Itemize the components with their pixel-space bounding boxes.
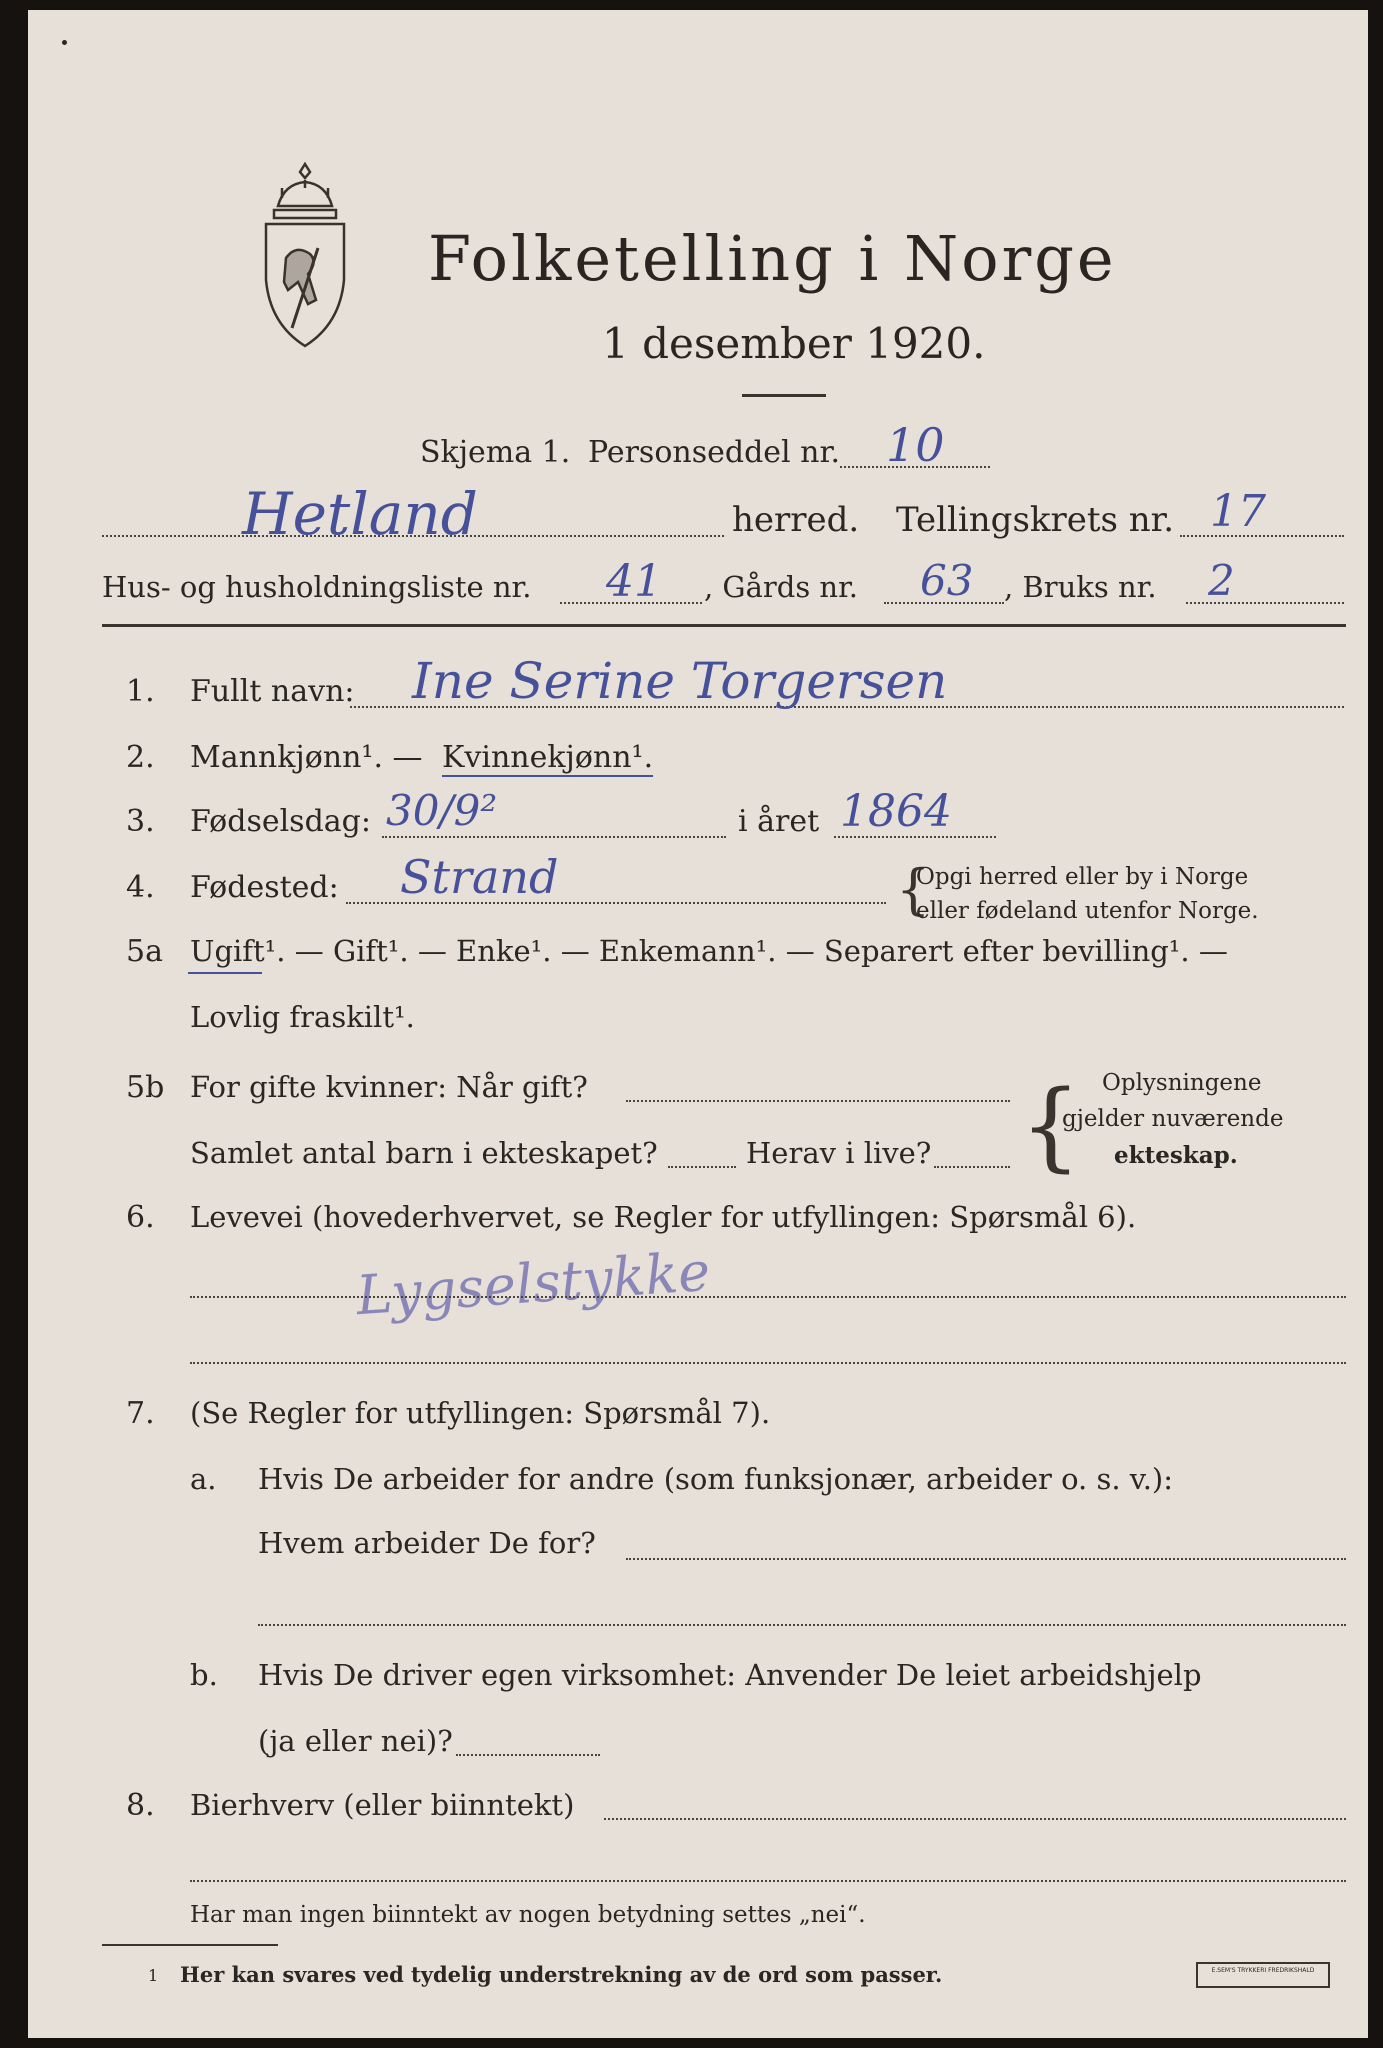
employer-line-2[interactable] (258, 1624, 1346, 1626)
bruks-label: , Bruks nr. (1004, 570, 1157, 604)
q7b-letter: b. (190, 1658, 218, 1692)
q7b-line-2: (ja eller nei)? (258, 1724, 453, 1758)
q5b-line-1: For gifte kvinner: Når gift? (190, 1070, 588, 1104)
gender-male-option[interactable]: Mannkjønn¹. — (190, 740, 423, 775)
q5b-note-1: Oplysningene (1102, 1070, 1262, 1096)
side-income-field[interactable] (604, 1818, 1346, 1820)
herred-label: herred. (732, 500, 860, 540)
header-rule (102, 624, 1346, 627)
gards-label: , Gårds nr. (704, 570, 858, 604)
herav-label: Herav i live? (746, 1136, 932, 1170)
printer-stamp-text: E.SEM'S TRYKKERI FREDRIKSHALD (1211, 1967, 1315, 1974)
husliste-label: Hus- og husholdningsliste nr. (102, 570, 532, 604)
birthdate-value: 30/9² (386, 786, 498, 835)
q5b-number: 5b (126, 1070, 165, 1105)
marital-status-options-2[interactable]: Lovlig fraskilt¹. (190, 1000, 415, 1034)
tellingskrets-value: 17 (1210, 486, 1266, 537)
q7a-line-1: Hvis De arbeider for andre (som funksjonær, arbeider o. s. v.): (258, 1462, 1174, 1496)
q8-label: Bierhverv (eller biinntekt) (190, 1788, 575, 1822)
printer-stamp (1196, 1962, 1330, 1988)
q3-number: 3. (126, 804, 155, 839)
employer-field[interactable] (626, 1558, 1346, 1560)
q7a-letter: a. (190, 1462, 217, 1496)
q5b-brace: { (1020, 1070, 1082, 1182)
q3-label: Fødselsdag: (190, 804, 371, 839)
form-title: Folketelling i Norge (428, 222, 1117, 295)
census-date: 1 desember 1920. (602, 319, 986, 368)
coat-of-arms-icon (260, 158, 350, 358)
birth-year-value: 1864 (840, 786, 952, 837)
q5a-number: 5a (126, 934, 163, 969)
married-when-field[interactable] (626, 1100, 1010, 1102)
husliste-value: 41 (606, 556, 662, 607)
occupation-line-2[interactable] (190, 1362, 1346, 1364)
children-alive-field[interactable] (934, 1166, 1010, 1168)
q1-label: Fullt navn: (190, 674, 355, 709)
q4-brace: { (896, 858, 931, 921)
personseddel-label: Personseddel nr. (588, 435, 841, 470)
q5b-line-2: Samlet antal barn i ekteskapet? (190, 1136, 658, 1170)
q8-note: Har man ingen biinntekt av nogen betydning settes „nei“. (190, 1902, 866, 1928)
q4-number: 4. (126, 870, 155, 905)
gards-value: 63 (920, 556, 974, 605)
hired-help-field[interactable] (456, 1754, 600, 1756)
q5b-note-3: ekteskap. (1114, 1142, 1238, 1169)
q7a-line-2: Hvem arbeider De for? (258, 1526, 596, 1560)
ugift-underline (188, 972, 262, 974)
personseddel-value: 10 (886, 418, 945, 472)
occupation-line-1[interactable] (190, 1296, 1346, 1298)
q1-number: 1. (126, 674, 155, 709)
q7b-line-1: Hvis De driver egen virksomhet: Anvender De leiet arbeidshjelp (258, 1658, 1202, 1692)
q6-label: Levevei (hovederhvervet, se Regler for utfyllingen: Spørsmål 6). (190, 1200, 1137, 1234)
birth-year-label: i året (738, 804, 820, 839)
skjema-label: Skjema 1. (420, 435, 571, 470)
footnote-text: Her kan svares ved tydelig understrekning av de ord som passer. (180, 1962, 943, 1987)
q4-label: Fødested: (190, 870, 339, 905)
q7-label: (Se Regler for utfyllingen: Spørsmål 7). (190, 1396, 771, 1430)
footnote-rule (102, 1944, 278, 1946)
birthdate-field[interactable] (382, 836, 726, 838)
corner-dot (62, 40, 67, 45)
q6-number: 6. (126, 1200, 155, 1235)
tellingskrets-label: Tellingskrets nr. (896, 500, 1175, 540)
q8-number: 8. (126, 1788, 155, 1823)
herred-value: Hetland (242, 480, 478, 548)
birthplace-note-1: Opgi herred eller by i Norge (916, 864, 1249, 890)
footnote-mark: 1 (148, 1966, 159, 1985)
marital-status-options[interactable]: Ugift¹. — Gift¹. — Enke¹. — Enkemann¹. — Separert efter bevilling¹. — (190, 934, 1228, 968)
full-name-value: Ine Serine Torgersen (412, 652, 948, 710)
gender-female-option[interactable]: Kvinnekjønn¹. (442, 740, 654, 775)
side-income-line-2[interactable] (190, 1880, 1346, 1882)
birthplace-value: Strand (400, 850, 559, 904)
q5b-note-2: gjelder nuværende (1062, 1106, 1284, 1132)
occupation-value: Lygselstykke (354, 1239, 713, 1328)
children-count-field[interactable] (668, 1166, 736, 1168)
birthplace-note-2: eller fødeland utenfor Norge. (916, 898, 1259, 924)
q7-number: 7. (126, 1396, 155, 1431)
title-divider (742, 394, 826, 397)
census-form-page (28, 10, 1368, 2038)
bruks-value: 2 (1208, 556, 1235, 605)
q2-number: 2. (126, 740, 155, 775)
